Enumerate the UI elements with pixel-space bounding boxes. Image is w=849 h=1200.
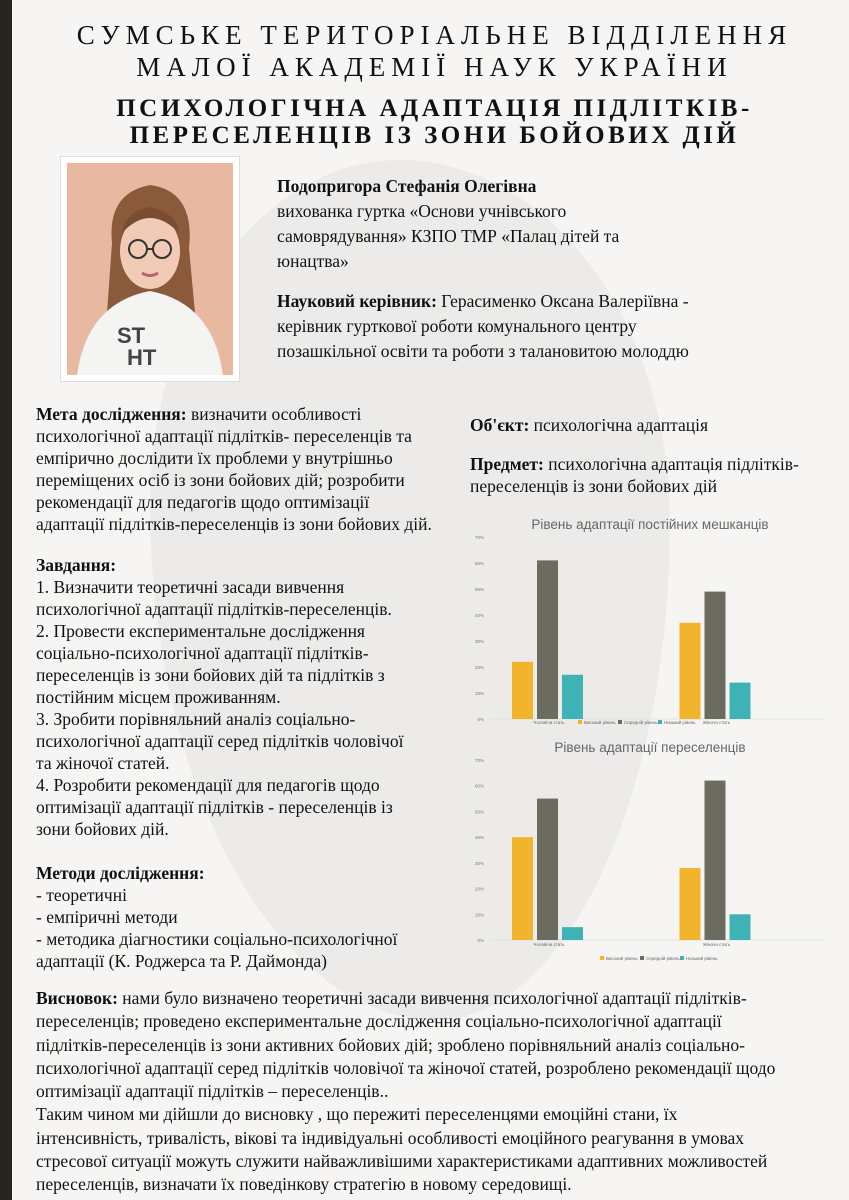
conclusion-line: психологічної адаптації серед підлітків чоловічої та жіночої статей, розроблено рекомендації щодо bbox=[36, 1057, 776, 1078]
legend-swatch bbox=[640, 956, 644, 960]
conclusion-line: переселенців; проведено експериментальне дослідження соціально-психологічної адаптації bbox=[36, 1011, 722, 1032]
bar bbox=[730, 914, 751, 940]
author-desc-line3: юнацтва» bbox=[277, 251, 349, 271]
org-title-line2: МАЛОЇ АКАДЕМІЇ НАУК УКРАЇНИ bbox=[136, 52, 733, 82]
y-tick-label: 70% bbox=[474, 535, 484, 540]
method-line: - методика діагностики соціально-психологічної bbox=[36, 929, 398, 949]
bar bbox=[680, 868, 701, 940]
legend-swatch bbox=[600, 956, 604, 960]
legend-swatch bbox=[618, 720, 622, 724]
supervisor-name: Герасименко Оксана Валеріївна - bbox=[436, 291, 689, 311]
y-tick-label: 10% bbox=[474, 912, 484, 918]
chart-displaced bbox=[470, 738, 830, 968]
supervisor-label: Науковий керівник: bbox=[277, 291, 437, 311]
legend-label: Високий рівень bbox=[584, 720, 616, 725]
method-line: - теоретичні bbox=[36, 885, 127, 905]
author-photo bbox=[61, 157, 239, 381]
bar bbox=[512, 662, 533, 719]
object-line bbox=[470, 414, 708, 436]
y-tick-label: 50% bbox=[474, 809, 484, 815]
methods-label: Методи дослідження: bbox=[36, 863, 205, 883]
y-tick-label: 20% bbox=[474, 665, 484, 670]
legend-label: Низький рівень bbox=[686, 956, 718, 961]
object-label: Об'єкт: bbox=[470, 415, 530, 435]
conclusion-line: стресової ситуації можуть служити найважливішими характеристиками адаптивних можливостей bbox=[36, 1151, 768, 1172]
chart-residents bbox=[470, 515, 830, 730]
poster-title-line2: ПЕРЕСЕЛЕНЦІВ ІЗ ЗОНИ БОЙОВИХ ДІЙ bbox=[129, 122, 740, 149]
portrait-illustration bbox=[67, 163, 233, 375]
legend-label: Середній рівень bbox=[646, 956, 680, 961]
goal-line1 bbox=[36, 403, 361, 425]
y-tick-label: 60% bbox=[474, 783, 484, 789]
org-title-line1: СУМСЬКЕ ТЕРИТОРІАЛЬНЕ ВІДДІЛЕННЯ bbox=[76, 20, 793, 50]
author-desc-line2: самоврядування» КЗПО ТМР «Палац дітей та bbox=[277, 226, 620, 246]
legend-label: Середній рівень bbox=[624, 720, 658, 725]
legend-swatch bbox=[680, 956, 684, 960]
y-tick-label: 50% bbox=[474, 587, 484, 592]
tasks-section bbox=[36, 554, 403, 840]
method-line: - емпіричні методи bbox=[36, 907, 178, 927]
left-border bbox=[0, 0, 12, 1200]
legend-swatch bbox=[658, 720, 662, 724]
conclusion-line bbox=[36, 987, 775, 1010]
y-tick-label: 40% bbox=[474, 835, 484, 841]
task-line: психологічної адаптації підлітків-переселенців. bbox=[36, 599, 392, 619]
goal-line3: емпірично дослідити їх проблеми у внутрішньо bbox=[36, 448, 393, 468]
methods-section bbox=[36, 862, 397, 972]
bar bbox=[562, 927, 583, 940]
supervisor-line3: позашкільної освіти та роботи з талановитою молоддю bbox=[277, 341, 689, 361]
goal-line6: адаптації підлітків-переселенців із зони бойових дій. bbox=[36, 514, 432, 534]
chart-title: Рівень адаптації переселенців bbox=[554, 740, 746, 755]
subject-label: Предмет: bbox=[470, 454, 544, 474]
tasks-label: Завдання: bbox=[36, 555, 117, 575]
task-line: 1. Визначити теоретичні засади вивчення bbox=[36, 577, 345, 597]
bar bbox=[705, 781, 726, 940]
subject-line1 bbox=[470, 453, 799, 475]
y-tick-label: 30% bbox=[474, 639, 484, 644]
author-name: Подопригора Стефанія Олегівна bbox=[277, 176, 537, 196]
category-label: Чоловіча стать bbox=[533, 720, 565, 725]
supervisor-line1 bbox=[277, 290, 689, 312]
y-tick-label: 0% bbox=[477, 938, 484, 943]
task-line: та жіночої статей. bbox=[36, 753, 170, 773]
svg-text:HT: HT bbox=[127, 345, 157, 370]
method-line: адаптації (К. Роджерса та Р. Даймонда) bbox=[36, 951, 327, 971]
y-tick-label: 70% bbox=[474, 758, 484, 763]
task-line: зони бойових дій. bbox=[36, 819, 169, 839]
goal-line2: психологічної адаптації підлітків- переселенців та bbox=[36, 426, 412, 446]
legend-label: Високий рівень bbox=[606, 956, 638, 961]
category-label: Чоловіча стать bbox=[533, 942, 565, 947]
chart-title: Рівень адаптації постійних мешканців bbox=[531, 517, 769, 532]
task-line: переселенців із зони бойових дій та підлітків з bbox=[36, 665, 385, 685]
task-line: оптимізації адаптації підлітків - переселенців із bbox=[36, 797, 393, 817]
y-tick-label: 0% bbox=[477, 717, 484, 722]
conclusion-line: підлітків-переселенців із зони активних бойових дій; зроблено порівняльний аналіз соціально- bbox=[36, 1034, 745, 1055]
bar bbox=[680, 623, 701, 719]
goal-line5: рекомендації для педагогів щодо оптимізації bbox=[36, 492, 370, 512]
conclusion-line: Таким чином ми дійшли до висновку , що пережиті переселенцями емоційні стани, їх bbox=[36, 1104, 678, 1125]
y-tick-label: 20% bbox=[474, 886, 484, 892]
bar bbox=[537, 560, 558, 719]
goal-text-1: визначити особливості bbox=[186, 404, 362, 424]
object-text: психологічна адаптація bbox=[529, 415, 709, 435]
conclusion-section bbox=[36, 987, 775, 1197]
bar bbox=[512, 837, 533, 940]
category-label: Жіноча стать bbox=[702, 942, 731, 947]
conclusion-label: Висновок: bbox=[36, 988, 118, 1008]
conclusion-line: оптимізації адаптації підлітків – переселенців.. bbox=[36, 1081, 389, 1102]
task-line: психологічної адаптації серед підлітків чоловічої bbox=[36, 731, 404, 751]
y-tick-label: 30% bbox=[474, 860, 484, 866]
bar bbox=[730, 683, 751, 719]
task-line: соціально-психологічної адаптації підлітків- bbox=[36, 643, 369, 663]
goal-line4: переміщених осіб із зони бойових дій; розробити bbox=[36, 470, 405, 490]
task-line: постійним місцем проживанням. bbox=[36, 687, 281, 707]
author-desc-line1: вихованка гуртка «Основи учнівського bbox=[277, 201, 567, 221]
subject-line2: переселенців із зони бойових дій bbox=[470, 476, 718, 496]
task-line: 3. Зробити порівняльний аналіз соціально- bbox=[36, 709, 356, 729]
category-label: Жіноча стать bbox=[702, 720, 731, 725]
conclusion-line: інтенсивність, тривалість, вікові та індивідуальні особливості емоційного реагування в умовах bbox=[36, 1127, 745, 1148]
svg-text:ST: ST bbox=[117, 323, 146, 348]
task-line: 4. Розробити рекомендації для педагогів щодо bbox=[36, 775, 380, 795]
poster-title-line1: ПСИХОЛОГІЧНА АДАПТАЦІЯ ПІДЛІТКІВ- bbox=[116, 95, 753, 122]
bar bbox=[562, 675, 583, 719]
conclusion-line: переселенців, визначати їх поведінкову стратегію в новому середовищі. bbox=[36, 1174, 572, 1195]
legend-label: Низький рівень bbox=[664, 720, 696, 725]
y-tick-label: 60% bbox=[474, 561, 484, 566]
legend-swatch bbox=[578, 720, 582, 724]
task-line: 2. Провести експериментальне дослідження bbox=[36, 621, 365, 641]
conclusion-text: нами було визначено теоретичні засади вивчення психологічної адаптації підлітків- bbox=[117, 988, 747, 1008]
supervisor-line2: керівник гурткової роботи комунального центру bbox=[277, 316, 637, 336]
y-tick-label: 10% bbox=[474, 691, 484, 696]
bar bbox=[705, 592, 726, 719]
y-tick-label: 40% bbox=[474, 613, 484, 618]
subject-text: психологічна адаптація підлітків- bbox=[543, 454, 799, 474]
goal-label: Мета дослідження: bbox=[36, 404, 187, 424]
bar bbox=[537, 799, 558, 940]
